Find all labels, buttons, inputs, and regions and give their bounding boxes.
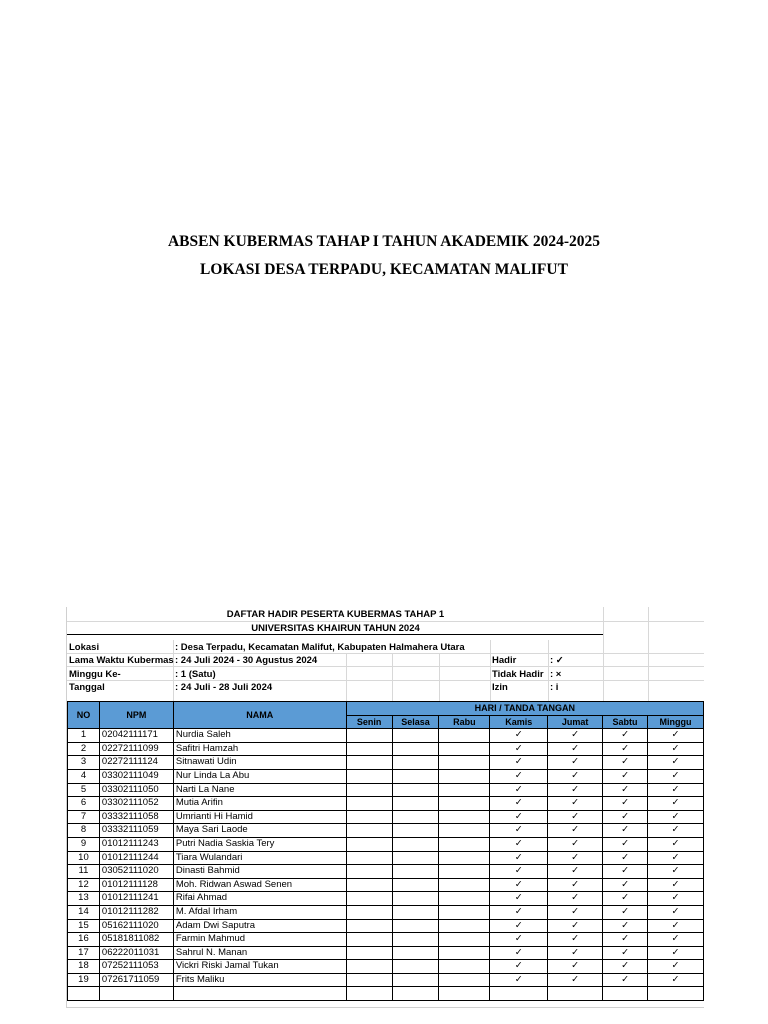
table-row [68,729,704,743]
row-npm: 03302111050 [99,783,173,797]
row-number: 8 [68,824,100,838]
attendance-mark-selasa [392,865,439,879]
attendance-mark-rabu [439,865,490,879]
row-npm: 03332111059 [99,824,173,838]
attendance-mark-senin [346,742,392,756]
attendance-mark-sabtu: ✓ [603,865,648,879]
attendance-mark-sabtu: ✓ [603,797,648,811]
row-nama: Mutia Arifin [173,797,346,811]
row-nama: Umrianti Hi Hamid [173,810,346,824]
attendance-mark-rabu [439,756,490,770]
table-row [68,892,704,906]
attendance-mark-jumat: ✓ [548,946,603,960]
table-row [68,797,704,811]
attendance-mark-senin [346,783,392,797]
attendance-mark-jumat: ✓ [548,878,603,892]
empty-cell [439,987,490,1001]
attendance-mark-senin [346,878,392,892]
attendance-mark-minggu: ✓ [648,824,704,838]
info-label-minggu: Minggu Ke- [69,669,121,680]
attendance-mark-minggu: ✓ [648,810,704,824]
attendance-mark-kamis: ✓ [490,878,548,892]
attendance-mark-kamis: ✓ [490,729,548,743]
attendance-mark-senin [346,824,392,838]
attendance-mark-rabu [439,878,490,892]
row-nama: Frits Maliku [173,973,346,987]
attendance-table [67,701,704,1001]
attendance-mark-kamis: ✓ [490,892,548,906]
attendance-mark-senin [346,851,392,865]
row-npm: 01012111244 [99,851,173,865]
row-npm: 06222011031 [99,946,173,960]
row-npm: 03052111020 [99,865,173,879]
col-header-nama: NAMA [173,702,346,729]
row-number: 11 [68,865,100,879]
attendance-mark-minggu: ✓ [648,946,704,960]
attendance-mark-selasa [392,756,439,770]
row-number: 1 [68,729,100,743]
row-npm: 03332111058 [99,810,173,824]
row-npm: 02272111099 [99,742,173,756]
row-number: 7 [68,810,100,824]
attendance-mark-kamis: ✓ [490,824,548,838]
attendance-mark-jumat: ✓ [548,973,603,987]
attendance-mark-selasa [392,960,439,974]
attendance-mark-selasa [392,919,439,933]
attendance-mark-minggu: ✓ [648,960,704,974]
attendance-mark-sabtu: ✓ [603,878,648,892]
attendance-mark-senin [346,865,392,879]
attendance-mark-kamis: ✓ [490,960,548,974]
attendance-mark-rabu [439,851,490,865]
attendance-mark-selasa [392,878,439,892]
sheet-heading-line1: DAFTAR HADIR PESERTA KUBERMAS TAHAP 1 [226,609,445,620]
attendance-mark-senin [346,837,392,851]
row-nama: Dinasti Bahmid [173,865,346,879]
empty-cell [173,987,346,1001]
attendance-mark-senin [346,973,392,987]
row-nama: Safitri Hamzah [173,742,346,756]
attendance-mark-rabu [439,797,490,811]
attendance-mark-selasa [392,824,439,838]
attendance-mark-senin [346,905,392,919]
attendance-mark-minggu: ✓ [648,742,704,756]
table-row [68,742,704,756]
row-nama: Narti La Nane [173,783,346,797]
table-row [68,837,704,851]
col-header-hari: HARI / TANDA TANGAN [346,702,703,716]
table-row [68,933,704,947]
attendance-mark-sabtu: ✓ [603,905,648,919]
attendance-mark-sabtu: ✓ [603,933,648,947]
attendance-mark-senin [346,769,392,783]
attendance-mark-minggu: ✓ [648,769,704,783]
attendance-mark-jumat: ✓ [548,892,603,906]
attendance-mark-jumat: ✓ [548,919,603,933]
info-value-lama-waktu: : 24 Juli 2024 - 30 Agustus 2024 [175,655,318,666]
attendance-mark-sabtu: ✓ [603,973,648,987]
attendance-mark-selasa [392,905,439,919]
row-nama: Tiara Wulandari [173,851,346,865]
attendance-mark-kamis: ✓ [490,905,548,919]
attendance-mark-selasa [392,946,439,960]
attendance-mark-senin [346,946,392,960]
col-header-selasa: Selasa [392,715,439,729]
legend-label-tidak-hadir: Tidak Hadir [492,669,544,680]
attendance-mark-minggu: ✓ [648,851,704,865]
row-nama: Rifai Ahmad [173,892,346,906]
attendance-mark-senin [346,892,392,906]
row-number: 5 [68,783,100,797]
attendance-mark-minggu: ✓ [648,729,704,743]
attendance-mark-kamis: ✓ [490,973,548,987]
row-npm: 02272111124 [99,756,173,770]
row-npm: 05181811082 [99,933,173,947]
row-nama: Moh. Ridwan Aswad Senen [173,878,346,892]
attendance-mark-senin [346,810,392,824]
document-title-line2: LOKASI DESA TERPADU, KECAMATAN MALIFUT [200,261,568,278]
attendance-mark-sabtu: ✓ [603,946,648,960]
attendance-mark-rabu [439,933,490,947]
row-number: 18 [68,960,100,974]
empty-row [68,987,704,1001]
attendance-mark-rabu [439,783,490,797]
table-row [68,756,704,770]
row-npm: 03302111049 [99,769,173,783]
col-header-kamis: Kamis [490,715,548,729]
attendance-mark-kamis: ✓ [490,797,548,811]
legend-value-hadir: : ✓ [550,655,564,666]
attendance-mark-selasa [392,892,439,906]
attendance-mark-selasa [392,933,439,947]
empty-cell [648,987,704,1001]
attendance-mark-senin [346,919,392,933]
attendance-mark-sabtu: ✓ [603,729,648,743]
empty-cell [68,987,100,1001]
attendance-mark-kamis: ✓ [490,756,548,770]
table-row [68,946,704,960]
row-npm: 05162111020 [99,919,173,933]
row-number: 14 [68,905,100,919]
row-nama: Nur Linda La Abu [173,769,346,783]
attendance-mark-rabu [439,810,490,824]
attendance-mark-kamis: ✓ [490,946,548,960]
row-nama: Putri Nadia Saskia Tery [173,837,346,851]
attendance-mark-selasa [392,742,439,756]
sheet-heading-line2: UNIVERSITAS KHAIRUN TAHUN 2024 [251,623,420,634]
attendance-mark-sabtu: ✓ [603,851,648,865]
attendance-mark-senin [346,729,392,743]
attendance-mark-jumat: ✓ [548,837,603,851]
attendance-mark-jumat: ✓ [548,810,603,824]
attendance-mark-sabtu: ✓ [603,742,648,756]
row-number: 4 [68,769,100,783]
attendance-mark-selasa [392,729,439,743]
attendance-mark-sabtu: ✓ [603,837,648,851]
attendance-mark-jumat: ✓ [548,824,603,838]
row-nama: Farmin Mahmud [173,933,346,947]
attendance-mark-sabtu: ✓ [603,810,648,824]
attendance-mark-rabu [439,837,490,851]
row-number: 2 [68,742,100,756]
row-number: 3 [68,756,100,770]
attendance-mark-jumat: ✓ [548,933,603,947]
row-npm: 02042111171 [99,729,173,743]
row-number: 10 [68,851,100,865]
attendance-mark-senin [346,756,392,770]
attendance-mark-kamis: ✓ [490,769,548,783]
attendance-mark-kamis: ✓ [490,919,548,933]
attendance-mark-kamis: ✓ [490,742,548,756]
info-label-lokasi: Lokasi [69,642,100,653]
attendance-mark-jumat: ✓ [548,851,603,865]
table-row [68,769,704,783]
attendance-mark-kamis: ✓ [490,837,548,851]
col-header-senin: Senin [346,715,392,729]
empty-cell [548,987,603,1001]
attendance-rows [68,729,704,1001]
attendance-mark-selasa [392,810,439,824]
row-nama: Adam Dwi Saputra [173,919,346,933]
attendance-mark-sabtu: ✓ [603,756,648,770]
attendance-mark-selasa [392,973,439,987]
row-number: 6 [68,797,100,811]
table-row [68,851,704,865]
row-npm: 01012111128 [99,878,173,892]
attendance-mark-sabtu: ✓ [603,919,648,933]
attendance-mark-minggu: ✓ [648,756,704,770]
attendance-mark-jumat: ✓ [548,756,603,770]
attendance-mark-jumat: ✓ [548,905,603,919]
row-nama: Vickri Riski Jamal Tukan [173,960,346,974]
empty-cell [392,987,439,1001]
legend-value-tidak-hadir: : × [550,669,562,680]
attendance-mark-selasa [392,851,439,865]
attendance-mark-minggu: ✓ [648,919,704,933]
col-header-rabu: Rabu [439,715,490,729]
table-row [68,905,704,919]
table-row [68,824,704,838]
col-header-no: NO [68,702,100,729]
info-value-lokasi: : Desa Terpadu, Kecamatan Malifut, Kabupaten Halmahera Utara [175,642,465,653]
attendance-mark-sabtu: ✓ [603,783,648,797]
attendance-mark-senin [346,797,392,811]
empty-cell [490,987,548,1001]
attendance-mark-rabu [439,973,490,987]
col-header-minggu: Minggu [648,715,704,729]
row-nama: Sitnawati Udin [173,756,346,770]
row-npm: 07261711059 [99,973,173,987]
attendance-mark-selasa [392,837,439,851]
row-nama: Nurdia Saleh [173,729,346,743]
row-number: 16 [68,933,100,947]
attendance-mark-selasa [392,797,439,811]
attendance-sheet [66,607,704,1008]
row-number: 17 [68,946,100,960]
legend-label-hadir: Hadir [492,655,517,666]
attendance-mark-rabu [439,729,490,743]
empty-cell [603,987,648,1001]
attendance-mark-selasa [392,783,439,797]
attendance-mark-sabtu: ✓ [603,769,648,783]
attendance-mark-jumat: ✓ [548,960,603,974]
row-npm: 01012111282 [99,905,173,919]
attendance-mark-sabtu: ✓ [603,960,648,974]
info-label-lama-waktu: Lama Waktu Kubermas [69,655,174,666]
attendance-mark-jumat: ✓ [548,742,603,756]
table-row [68,810,704,824]
row-number: 12 [68,878,100,892]
attendance-mark-minggu: ✓ [648,878,704,892]
table-row [68,865,704,879]
row-npm: 01012111241 [99,892,173,906]
attendance-mark-jumat: ✓ [548,797,603,811]
attendance-mark-kamis: ✓ [490,933,548,947]
info-value-minggu: : 1 (Satu) [175,669,216,680]
attendance-mark-rabu [439,905,490,919]
attendance-mark-senin [346,960,392,974]
attendance-mark-kamis: ✓ [490,810,548,824]
attendance-mark-jumat: ✓ [548,783,603,797]
attendance-mark-senin [346,933,392,947]
row-number: 19 [68,973,100,987]
attendance-mark-rabu [439,946,490,960]
attendance-mark-rabu [439,919,490,933]
attendance-mark-minggu: ✓ [648,797,704,811]
row-number: 9 [68,837,100,851]
attendance-mark-minggu: ✓ [648,783,704,797]
empty-cell [346,987,392,1001]
table-row [68,919,704,933]
row-npm: 03302111052 [99,797,173,811]
attendance-mark-minggu: ✓ [648,865,704,879]
row-number: 13 [68,892,100,906]
row-nama: Sahrul N. Manan [173,946,346,960]
table-row [68,960,704,974]
attendance-mark-rabu [439,892,490,906]
attendance-mark-kamis: ✓ [490,783,548,797]
attendance-mark-jumat: ✓ [548,865,603,879]
attendance-mark-rabu [439,960,490,974]
legend-label-izin: Izin [492,682,508,693]
attendance-mark-kamis: ✓ [490,865,548,879]
attendance-mark-minggu: ✓ [648,973,704,987]
attendance-mark-sabtu: ✓ [603,892,648,906]
attendance-mark-rabu [439,742,490,756]
attendance-mark-selasa [392,769,439,783]
info-value-tanggal: : 24 Juli - 28 Juli 2024 [175,682,273,693]
info-label-tanggal: Tanggal [69,682,105,693]
attendance-mark-rabu [439,769,490,783]
col-header-npm: NPM [99,702,173,729]
row-number: 15 [68,919,100,933]
document-title-line1: ABSEN KUBERMAS TAHAP I TAHUN AKADEMIK 2024-2025 [167,233,601,250]
legend-value-izin: : i [550,682,559,693]
row-npm: 01012111243 [99,837,173,851]
row-npm: 07252111053 [99,960,173,974]
attendance-mark-jumat: ✓ [548,769,603,783]
col-header-sabtu: Sabtu [603,715,648,729]
attendance-mark-minggu: ✓ [648,837,704,851]
attendance-mark-minggu: ✓ [648,905,704,919]
col-header-jumat: Jumat [548,715,603,729]
attendance-mark-jumat: ✓ [548,729,603,743]
empty-cell [99,987,173,1001]
attendance-mark-minggu: ✓ [648,892,704,906]
attendance-mark-kamis: ✓ [490,851,548,865]
row-nama: M. Afdal Irham [173,905,346,919]
table-row [68,783,704,797]
row-nama: Maya Sari Laode [173,824,346,838]
attendance-mark-rabu [439,824,490,838]
table-row [68,878,704,892]
table-row [68,973,704,987]
attendance-mark-minggu: ✓ [648,933,704,947]
attendance-mark-sabtu: ✓ [603,824,648,838]
